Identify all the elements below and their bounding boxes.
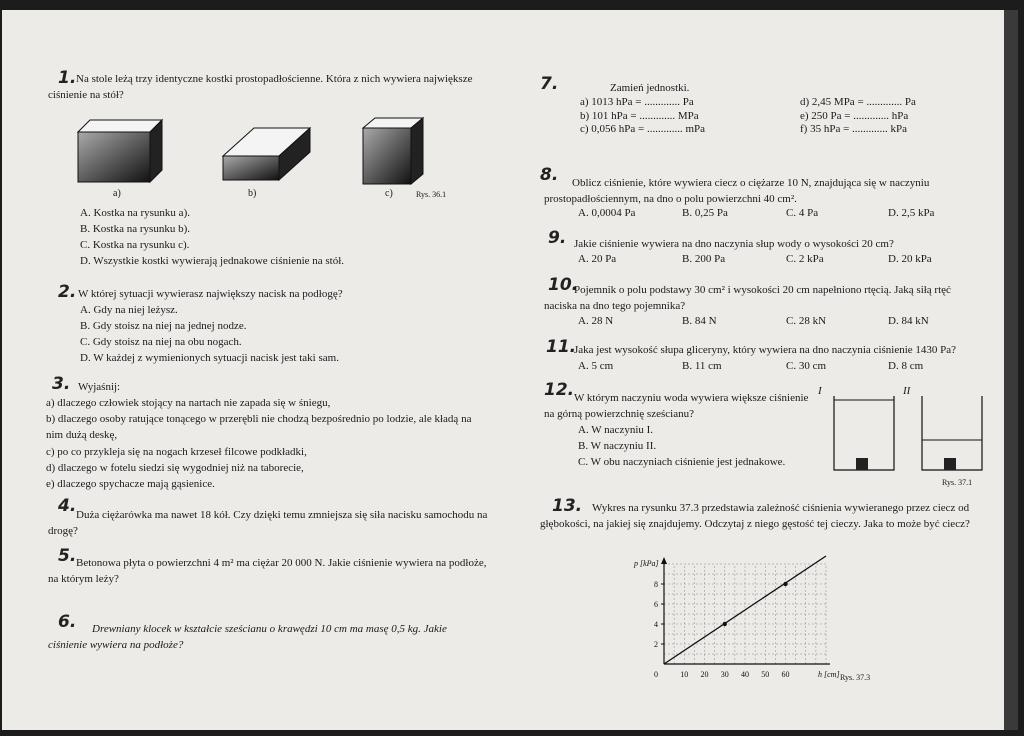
q7-left-column <box>580 96 705 137</box>
q11-option-c: C. 30 cm <box>786 360 827 372</box>
q11-option-d: D. 8 cm <box>888 360 924 372</box>
q1-text: Na stole leżą trzy identyczne kostki prostopadłościenne. Która z nich wywiera największe ciśnienie na stół? <box>48 73 473 101</box>
q9-number: 9. <box>548 228 567 248</box>
q8-option-b: B. 0,25 Pa <box>682 207 728 219</box>
y-axis-label: p [kPa] <box>634 559 659 568</box>
vessel-1-label: I <box>818 385 822 397</box>
q9-option-b: B. 200 Pa <box>682 253 726 265</box>
page-edge-shadow <box>1004 10 1018 730</box>
q7-text: Zamień jednostki. <box>610 82 690 94</box>
q8-option-d: D. 2,5 kPa <box>888 207 935 219</box>
x-axis-label: h [cm] <box>818 670 840 679</box>
q1-label-c: c) <box>385 188 393 199</box>
q1-option-d: D. Wszystkie kostki wywierają jednakowe ciśnienie na stół. <box>80 255 345 267</box>
q10-option-a: A. 28 N <box>578 315 614 327</box>
q5-text: Betonowa płyta o powierzchni 4 m² ma ciężar 20 000 N. Jakie ciśnienie wywiera na podłoże, na którym leży? <box>48 557 487 585</box>
y-tick-label: 6 <box>654 600 658 609</box>
q3-item-b: b) dlaczego osoby ratujące tonącego w przerębli nie chodzą bezpośrednio po lodzie, ale kładą na nim dużą deskę, <box>46 413 472 441</box>
vessel-1-cube <box>856 458 868 470</box>
q3-item-e: e) dlaczego spychacze mają gąsienice. <box>46 478 215 490</box>
x-tick-label: 10 <box>680 670 689 679</box>
q2-option-b: B. Gdy stoisz na niej na jednej nodze. <box>80 320 247 332</box>
q12-option-b: B. W naczyniu II. <box>578 440 657 452</box>
q7-number: 7. <box>540 74 559 94</box>
q7-item-a: a) 1013 hPa = ............. Pa <box>580 96 694 108</box>
x-tick-label: 20 <box>700 670 709 679</box>
q8-option-c: C. 4 Pa <box>786 207 819 219</box>
q1-label-b: b) <box>248 188 257 199</box>
q9-text: Jakie ciśnienie wywiera na dno naczynia słup wody o wysokości 20 cm? <box>574 238 894 250</box>
q1-figure <box>78 118 438 188</box>
q1-option-b: B. Kostka na rysunku b). <box>80 223 190 235</box>
q7-item-c: c) 0,056 hPa = ............. mPa <box>580 123 706 135</box>
q13-number: 13. <box>552 496 583 516</box>
q2-number: 2. <box>58 282 77 302</box>
q1-figure-caption: Rys. 36.1 <box>416 190 447 199</box>
q10-option-b: B. 84 N <box>682 315 717 327</box>
q4-number: 4. <box>58 496 77 516</box>
q2-option-c: C. Gdy stoisz na niej na obu nogach. <box>80 336 242 348</box>
y-tick-label: 8 <box>654 580 658 589</box>
q1-option-c: C. Kostka na rysunku c). <box>80 239 190 251</box>
q3-text: Wyjaśnij: <box>78 381 121 393</box>
q1-label-a: a) <box>113 188 121 199</box>
vessel-2-label: II <box>903 385 911 397</box>
q12-number: 12. <box>544 380 575 400</box>
q7-right-column <box>800 96 916 137</box>
q6-text: Drewniany klocek w kształcie sześcianu o krawędzi 10 cm ma masę 0,5 kg. Jakie ciśnienie wywiera na podłoże? <box>48 623 447 651</box>
x-tick-label: 60 <box>781 670 790 679</box>
q3-item-c: c) po co przykleja się na nogach krzeseł filcowe podkładki, <box>46 446 307 458</box>
y-tick-label: 2 <box>654 640 658 649</box>
data-point <box>723 622 727 626</box>
x-tick-label: 40 <box>741 670 749 679</box>
q9-option-a: A. 20 Pa <box>578 253 617 265</box>
q10-option-c: C. 28 kN <box>786 315 827 327</box>
q10-text: Pojemnik o polu podstawy 30 cm² i wysokości 20 cm napełniono rtęcią. Jaką siłą rtęć naciska na dno tego pojemnika? <box>544 284 951 312</box>
box-c-front <box>363 128 411 184</box>
q8-number: 8. <box>540 165 559 185</box>
q7-item-e: e) 250 Pa = ............. hPa <box>800 109 909 122</box>
q3-item-a: a) dlaczego człowiek stojący na nartach nie zapada się w śniegu, <box>46 397 331 409</box>
q11-option-b: B. 11 cm <box>682 360 722 372</box>
q10-option-d: D. 84 kN <box>888 315 929 327</box>
q8-text: Oblicz ciśnienie, które wywiera ciecz o ciężarze 10 N, znajdująca się w naczyniu prostopadłościennym, na dno o polu powierzchni 40 cm². <box>544 177 930 205</box>
x-tick-label: 0 <box>654 670 658 679</box>
q11-number: 11. <box>546 337 577 357</box>
y-axis-arrow <box>661 557 667 564</box>
q13-figure-caption: Rys. 37.3 <box>840 673 871 682</box>
q9-option-d: D. 20 kPa <box>888 253 932 265</box>
q2-option-a: A. Gdy na niej leżysz. <box>80 304 178 316</box>
q1-number: 1. <box>58 68 77 88</box>
data-point <box>783 582 787 586</box>
q7-item-b: b) 101 hPa = ............. MPa <box>580 109 699 122</box>
q8-option-a: A. 0,0004 Pa <box>578 207 636 219</box>
q6-number: 6. <box>58 612 77 632</box>
q5-number: 5. <box>58 546 77 566</box>
q3-number: 3. <box>52 374 71 394</box>
q9-option-c: C. 2 kPa <box>786 253 824 265</box>
vessel-2-cube <box>944 458 956 470</box>
q11-text: Jaka jest wysokość słupa gliceryny, który wywiera na dno naczynia ciśnienie 1430 Pa? <box>574 344 957 356</box>
box-b-front <box>223 156 279 180</box>
q13-pressure-depth-chart <box>634 556 860 686</box>
y-tick-label: 4 <box>654 620 658 629</box>
q7-item-f: f) 35 hPa = ............. kPa <box>800 123 908 135</box>
x-tick-label: 30 <box>720 670 729 679</box>
q12-option-c: C. W obu naczyniach ciśnienie jest jednakowe. <box>578 456 786 468</box>
box-c-side <box>411 118 423 184</box>
q3-item-d: d) dlaczego w fotelu siedzi się wygodniej niż na taborecie, <box>46 462 304 474</box>
box-a-top <box>78 120 162 132</box>
q12-text: W którym naczyniu woda wywiera większe ciśnienie na górną powierzchnię sześcianu? <box>544 392 809 420</box>
x-tick-label: 50 <box>761 670 770 679</box>
q10-number: 10. <box>548 275 579 295</box>
q11-option-a: A. 5 cm <box>578 360 614 372</box>
q7-item-d: d) 2,45 MPa = ............. Pa <box>800 96 916 108</box>
q1-option-a: A. Kostka na rysunku a). <box>80 207 190 219</box>
q4-text: Duża ciężarówka ma nawet 18 kół. Czy dzięki temu zmniejsza się siła nacisku samochodu na drogę? <box>48 509 488 537</box>
q2-text: W której sytuacji wywierasz największy nacisk na podłogę? <box>78 288 343 300</box>
box-a-front <box>78 132 150 182</box>
q13-text: Wykres na rysunku 37.3 przedstawia zależność ciśnienia wywieranego przez ciecz od głębokości, na jakiej się znajdujemy. Odczytaj z niego gęstość tej cieczy. Jaka to może być ciecz? <box>540 502 970 530</box>
q2-option-d: D. W każdej z wymienionych sytuacji nacisk jest taki sam. <box>80 352 339 364</box>
q12-figure-caption: Rys. 37.1 <box>942 478 973 487</box>
q12-option-a: A. W naczyniu I. <box>578 424 654 436</box>
